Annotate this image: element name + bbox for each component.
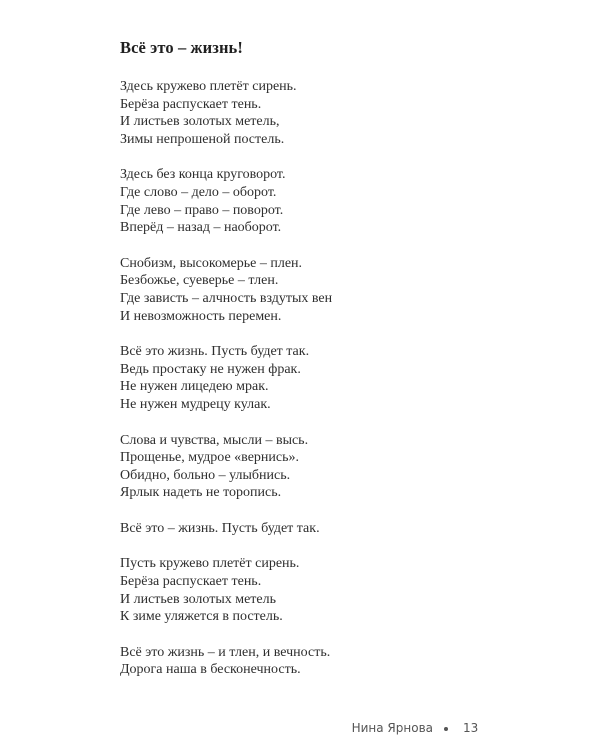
poem-line: Зимы непрошеной постель. [120, 131, 285, 147]
poem-line: Ярлык надеть не торопись. [120, 485, 282, 501]
poem-line: Всё это жизнь – и тлен, и вечность. [120, 644, 331, 660]
poem-line: К зиме уляжется в постель. [120, 609, 283, 625]
poem-line: Слова и чувства, мысли – высь. [120, 432, 309, 448]
stanza [120, 166, 540, 236]
page-footer [0, 721, 600, 741]
poem-line: Где зависть – алчность вздутых вен [120, 290, 333, 306]
stanza [120, 555, 540, 625]
poem-body [120, 78, 540, 697]
stanza [120, 432, 540, 502]
poem-line: Берёза распускает тень. [120, 574, 262, 590]
poem-line: Снобизм, высокомерье – плен. [120, 255, 303, 271]
poem-line: Обидно, больно – улыбнись. [120, 467, 291, 483]
poem-line: Дорога наша в бесконечность. [120, 662, 301, 678]
poem-line: Не нужен мудрецу кулак. [120, 396, 271, 412]
poem-line: Пусть кружево плетёт сирень. [120, 556, 300, 572]
poem-line: Прощенье, мудрое «вернись». [120, 450, 300, 466]
poem-line: И листьев золотых метель [120, 591, 276, 607]
poem-line: Вперёд – назад – наоборот. [120, 220, 282, 236]
poem-line: Не нужен лицедею мрак. [120, 379, 269, 395]
poem-line: Здесь кружево плетёт сирень. [120, 79, 297, 94]
stanza [120, 520, 540, 538]
poem-line: Всё это жизнь. Пусть будет так. [120, 344, 310, 360]
stanza [120, 343, 540, 413]
poem-line: Ведь простаку не нужен фрак. [120, 361, 301, 377]
poem-line: Безбожье, суеверье – тлен. [120, 273, 279, 289]
stanza [120, 78, 540, 148]
poem-line: Где слово – дело – оборот. [120, 184, 277, 200]
stanza [120, 255, 540, 325]
poem-line: Всё это – жизнь. Пусть будет так. [120, 520, 320, 536]
bullet-separator-icon [444, 727, 448, 731]
poem-line: Где лево – право – поворот. [120, 202, 284, 218]
poem-line: Берёза распускает тень. [120, 96, 262, 112]
poem-title: Всё это – жизнь! [120, 38, 243, 57]
footer-author: Нина Ярнова [351, 721, 433, 735]
poem-line: И невозможность перемен. [120, 308, 282, 324]
poem-line: И листьев золотых метель, [120, 114, 280, 130]
poem-line: Здесь без конца круговорот. [120, 167, 286, 183]
stanza [120, 644, 540, 679]
page-number: 13 [463, 721, 479, 735]
